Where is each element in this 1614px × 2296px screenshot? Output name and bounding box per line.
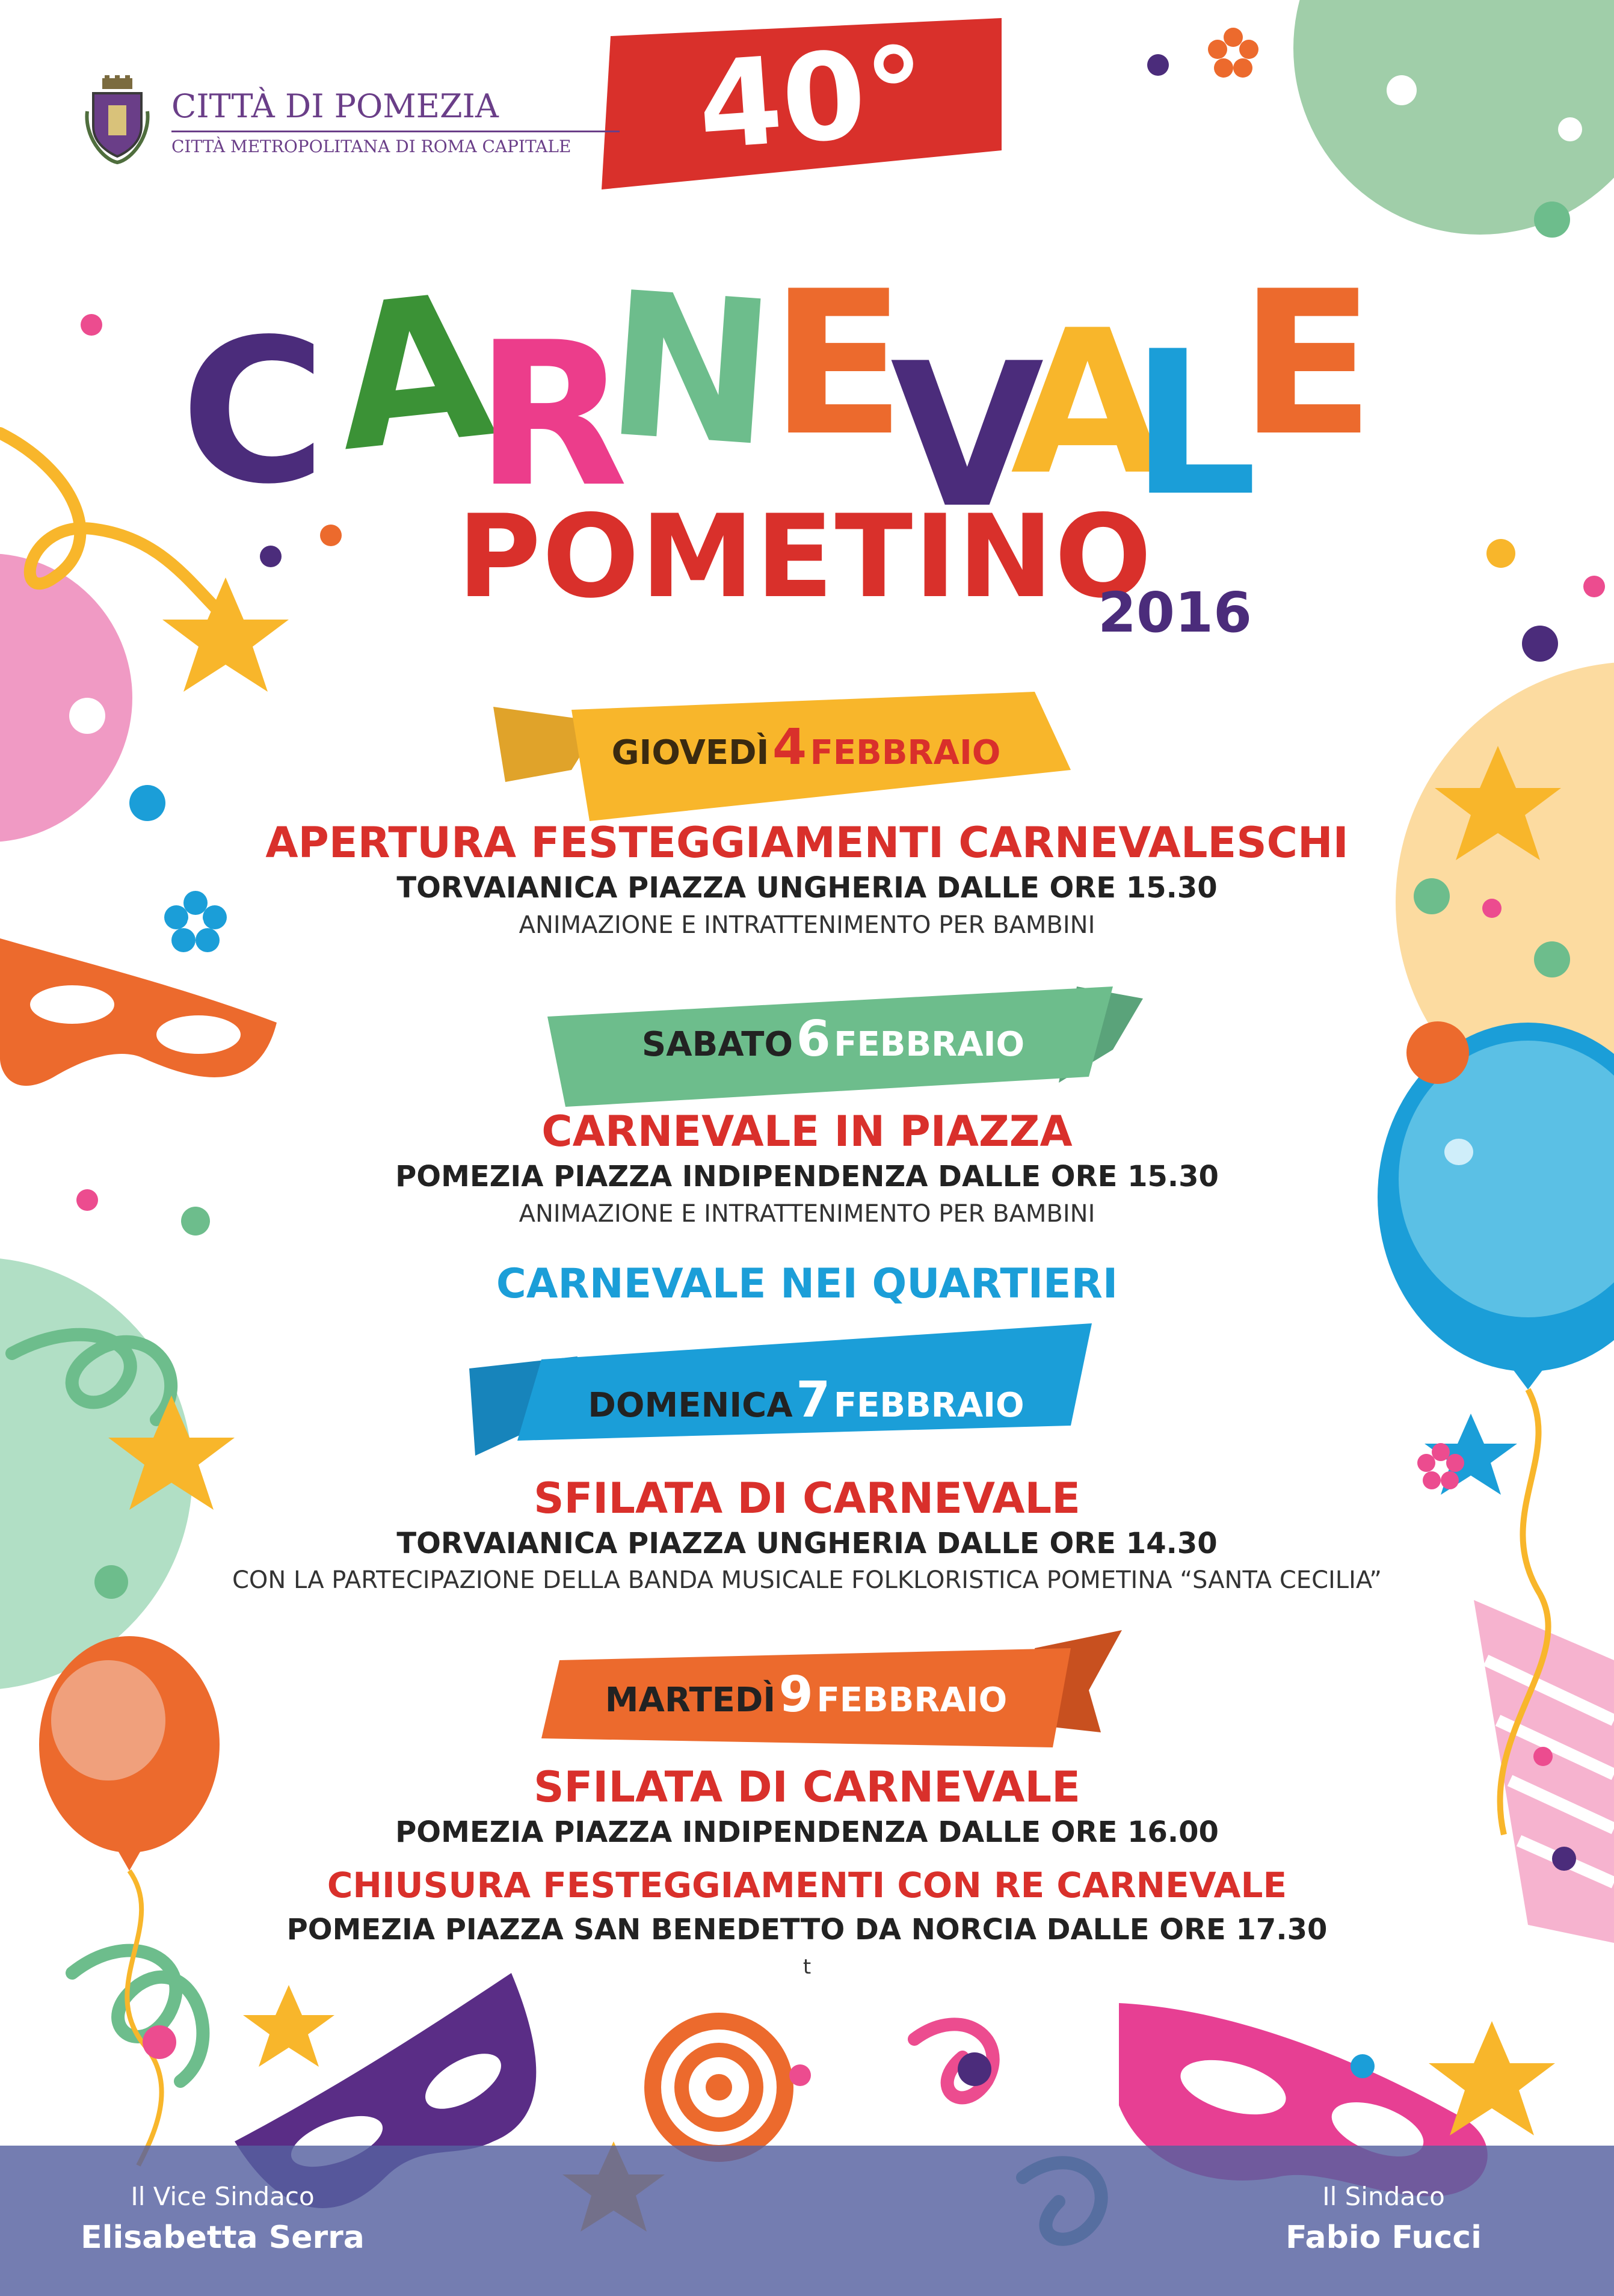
month-label: FEBBRAIO <box>810 733 1001 772</box>
event-title: CHIUSURA FESTEGGIAMENTI CON RE CARNEVALE <box>327 1865 1287 1906</box>
logo-divider <box>171 131 620 132</box>
day-number: 6 <box>796 1011 831 1068</box>
day-number: 7 <box>796 1371 831 1429</box>
city-crest-icon <box>84 75 150 165</box>
month-label: FEBBRAIO <box>833 1386 1024 1425</box>
event-location: TORVAIANICA PIAZZA UNGHERIA DALLE ORE 15.30 <box>396 871 1218 905</box>
date-sabato <box>578 1011 1089 1068</box>
event-location: POMEZIA PIAZZA SAN BENEDETTO DA NORCIA DALLE ORE 17.30 <box>286 1913 1328 1947</box>
signature-vice-mayor <box>42 2182 403 2256</box>
logo <box>84 75 571 171</box>
day-number: 4 <box>772 719 807 776</box>
date-martedi <box>559 1666 1053 1723</box>
city-subtitle: CITTÀ METROPOLITANA DI ROMA CAPITALE <box>171 137 571 156</box>
title-letter-l: L <box>1131 309 1258 540</box>
day-label: DOMENICA <box>588 1386 793 1425</box>
event-title: APERTURA FESTEGGIAMENTI CARNEVALESCHI <box>265 818 1349 867</box>
day-label: GIOVEDÌ <box>611 733 769 772</box>
title-letter-a: A <box>325 250 502 496</box>
city-name: CITTÀ DI POMEZIA <box>171 87 499 125</box>
event-note: ANIMAZIONE E INTRATTENIMENTO PER BAMBINI <box>519 1200 1095 1228</box>
event-location: POMEZIA PIAZZA INDIPENDENZA DALLE ORE 15.30 <box>395 1160 1219 1193</box>
title-letter-n: N <box>599 248 782 491</box>
flower-icon <box>1208 28 1258 78</box>
title-letter-c: C <box>180 297 327 528</box>
event-note: ANIMAZIONE E INTRATTENIMENTO PER BAMBINI <box>519 911 1095 939</box>
title-letter-e: E <box>770 248 906 479</box>
signature-mayor <box>1203 2182 1564 2256</box>
title-letter-r: R <box>475 300 629 531</box>
title-letter-v: V <box>890 321 1044 552</box>
day-number: 9 <box>778 1666 813 1723</box>
month-label: FEBBRAIO <box>816 1681 1008 1720</box>
background-circle-green <box>1293 0 1614 235</box>
title-letter-e2: E <box>1239 248 1375 479</box>
date-giovedi <box>590 719 1023 776</box>
anniversary-label: 40° <box>694 21 931 177</box>
star-icon <box>162 577 289 692</box>
section-heading: CARNEVALE NEI QUARTIERI <box>496 1260 1118 1308</box>
event-title: SFILATA DI CARNEVALE <box>534 1762 1080 1812</box>
star-icon <box>243 1985 334 2067</box>
signature-name: Elisabetta Serra <box>81 2220 365 2256</box>
day-label: MARTEDÌ <box>605 1681 776 1720</box>
background-circle-pink <box>0 553 132 842</box>
day-label: SABATO <box>641 1025 793 1064</box>
event-location: POMEZIA PIAZZA INDIPENDENZA DALLE ORE 16.00 <box>395 1815 1219 1849</box>
footer <box>0 2146 1614 2296</box>
signature-role: Il Vice Sindaco <box>131 2182 315 2211</box>
event-title: SFILATA DI CARNEVALE <box>534 1474 1080 1523</box>
event-location: TORVAIANICA PIAZZA UNGHERIA DALLE ORE 14.30 <box>396 1527 1218 1560</box>
title-year: 2016 <box>1098 580 1252 645</box>
event-note: CON LA PARTECIPAZIONE DELLA BANDA MUSICALE FOLKLORISTICA POMETINA “SANTA CECILIA” <box>232 1566 1382 1594</box>
signature-name: Fabio Fucci <box>1286 2220 1482 2256</box>
date-domenica <box>541 1371 1071 1429</box>
event-title: CARNEVALE IN PIAZZA <box>541 1107 1073 1156</box>
event-note: t <box>802 1955 812 1979</box>
month-label: FEBBRAIO <box>834 1025 1025 1064</box>
title-pometino: POMETINO <box>457 490 1153 623</box>
title-letter-a2: A <box>1011 288 1165 519</box>
signature-role: Il Sindaco <box>1322 2182 1445 2211</box>
